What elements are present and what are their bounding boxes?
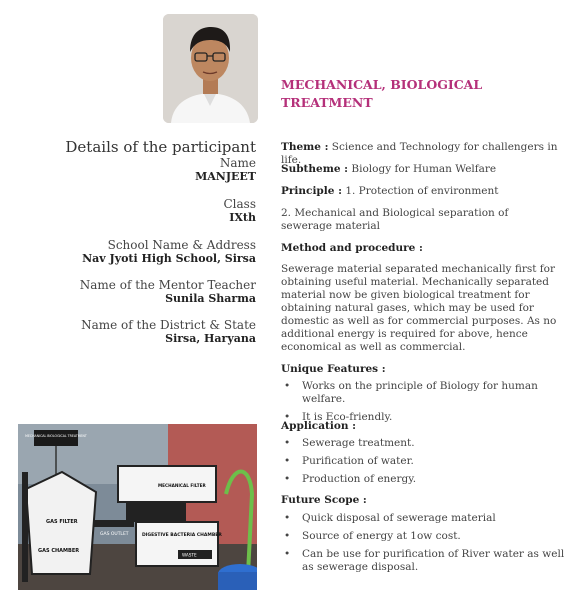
- future-scope-list: [281, 512, 566, 579]
- gas-filter-label: GAS FILTER: [46, 519, 78, 525]
- digestive-chamber-label: DIGESTIVE BACTERIA CHAMBER: [142, 533, 222, 538]
- model-photo-image: [18, 424, 257, 590]
- participant-name: MANJEET: [195, 170, 256, 183]
- project-title: MECHANICAL, BIOLOGICAL TREATMENT: [281, 77, 483, 110]
- subtheme-line: [281, 163, 561, 176]
- waste-label: WASTE: [182, 552, 197, 558]
- participant-portrait-image: [163, 14, 258, 123]
- sign-text: MECHANICAL BIOLOGICAL TREATMENT: [25, 434, 87, 438]
- school-label: School Name & Address: [107, 238, 256, 252]
- list-item: • Sewerage treatment.: [281, 437, 566, 450]
- mechanical-filter-label: MECHANICAL FILTER: [158, 483, 206, 488]
- theme-label: Theme :: [281, 141, 329, 153]
- district-label: Name of the District & State: [81, 318, 256, 332]
- principle-value-2: 2. Mechanical and Biological separation of sewerage material: [281, 207, 509, 232]
- participant-photo: [163, 14, 258, 123]
- participant-district: Sirsa, Haryana: [165, 332, 256, 345]
- theme-value: Science and Technology for challengers in life.: [281, 141, 558, 166]
- participant-mentor: Sunila Sharma: [165, 292, 256, 305]
- application-heading: Application :: [281, 420, 357, 432]
- participant-details-heading: Details of the participant: [65, 138, 256, 156]
- name-label: Name: [219, 156, 256, 170]
- application-list: [281, 437, 566, 491]
- list-item: • Quick disposal of sewerage material: [281, 512, 566, 525]
- list-item: • Purification of water.: [281, 455, 566, 468]
- subtheme-value: Biology for Human Welfare: [351, 163, 497, 175]
- future-scope-heading: Future Scope :: [281, 494, 367, 506]
- participant-school: Nav Jyoti High School, Sirsa: [82, 252, 256, 265]
- list-item: • Source of energy at 1ow cost.: [281, 530, 566, 543]
- mentor-label: Name of the Mentor Teacher: [79, 278, 256, 292]
- list-item: • It is Eco-friendly.: [281, 411, 566, 424]
- principle-value-1: 1. Protection of environment: [345, 185, 499, 197]
- list-item: • Works on the principle of Biology for human welfare.: [281, 380, 566, 406]
- list-item: • Can be use for purification of River water as well as sewerage disposal.: [281, 548, 566, 574]
- class-label: Class: [223, 197, 256, 211]
- method-heading: Method and procedure :: [281, 242, 423, 254]
- unique-features-heading: Unique Features :: [281, 363, 386, 375]
- gas-chamber-label: GAS CHAMBER: [38, 548, 80, 554]
- model-photo: [18, 424, 257, 590]
- method-text: Sewerage material separated mechanically first for obtaining useful material. Mechanically separated material now be given biological treatment for obtaining natural gases, which may be used for domestic as well as for commercial purposes. As no additional energy is required for above, hence economical as well as commercial.: [281, 263, 557, 353]
- principle-label: Principle :: [281, 185, 342, 197]
- principle-line: [281, 185, 561, 198]
- participant-class: IXth: [229, 211, 256, 224]
- gas-outlet-label: GAS OUTLET: [100, 532, 129, 537]
- subtheme-label: Subtheme :: [281, 163, 349, 175]
- list-item: • Production of energy.: [281, 473, 566, 486]
